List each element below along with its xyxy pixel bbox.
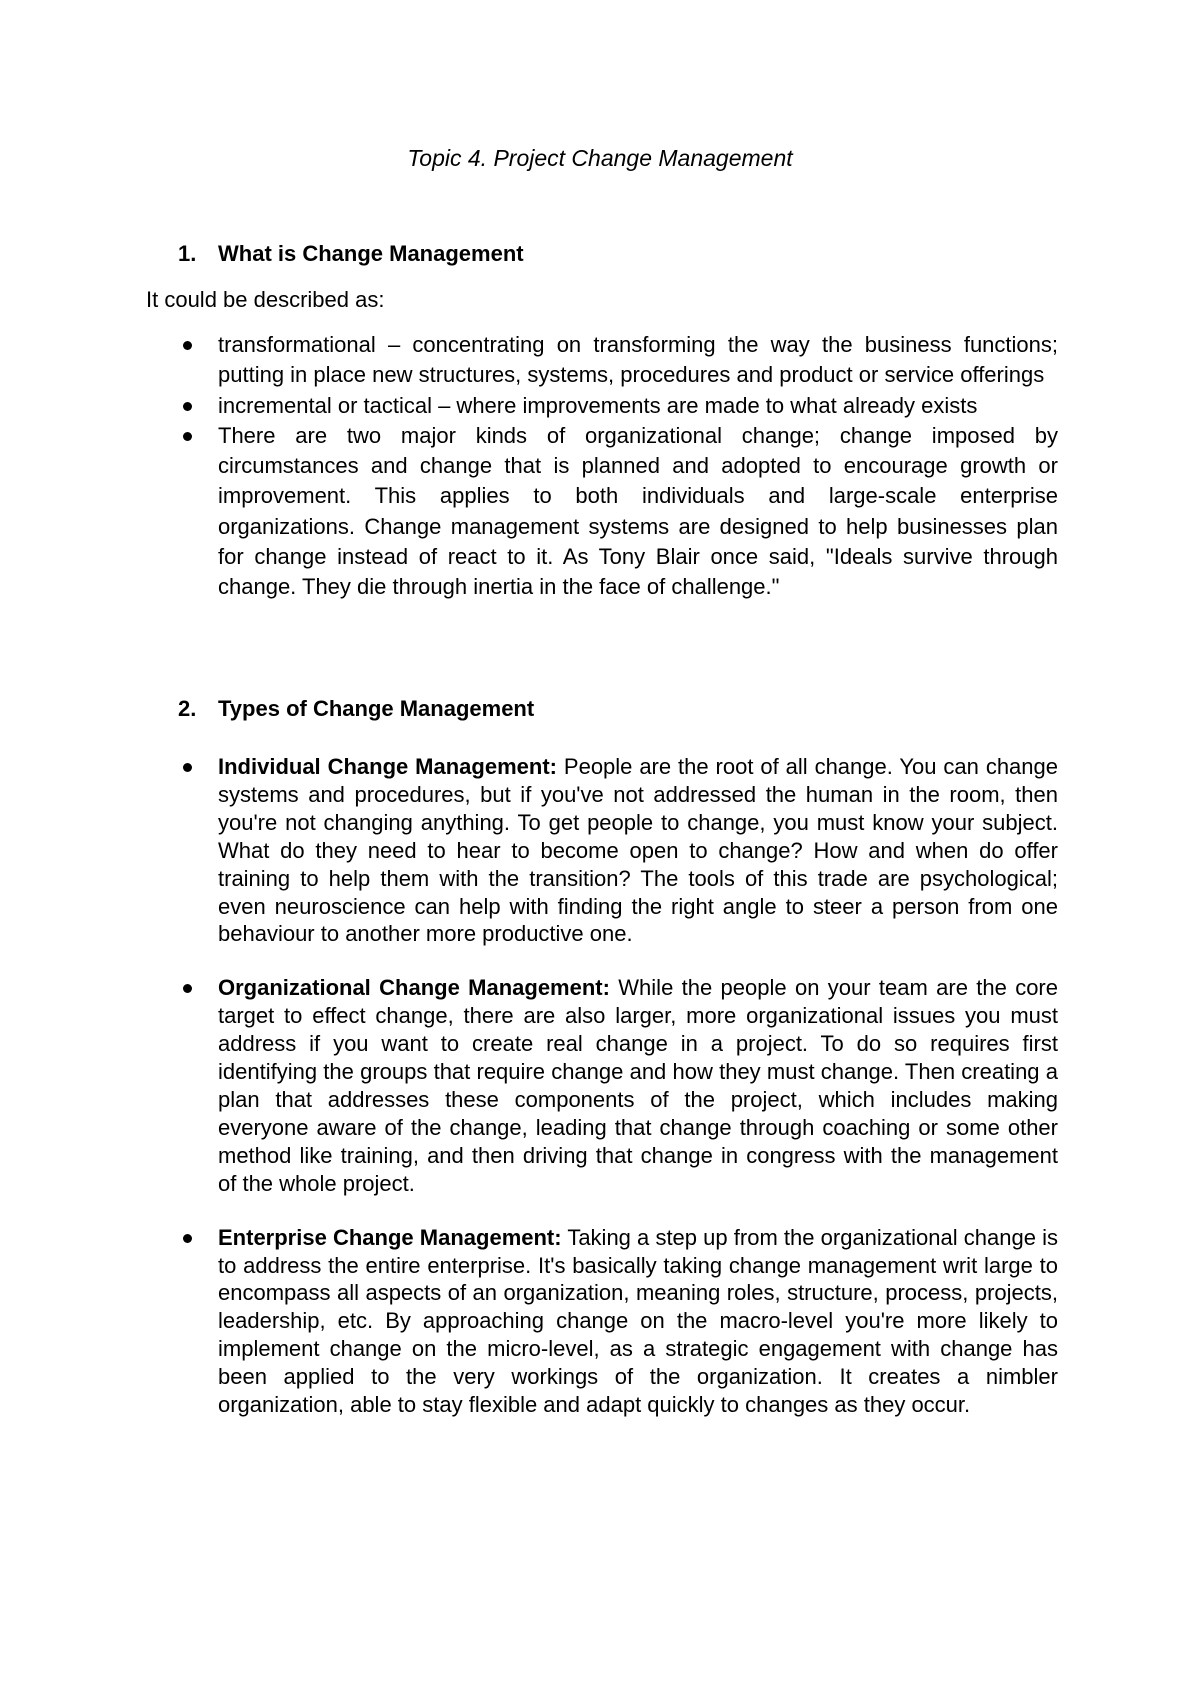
list-item-text: There are two major kinds of organizational change; change imposed by circumstances and change that is planned and adopted to encourage growth or improvement. This applies to both individuals and large-scale enterprise organizations. Change management systems are designed to help businesses plan for change instead of react to it. As Tony Blair once said, "Ideals survive through change. They die through inertia in the face of challenge." bbox=[218, 422, 1058, 600]
list-item-term: Individual Change Management: bbox=[218, 754, 557, 779]
section-1-intro: It could be described as: bbox=[146, 287, 385, 312]
list-item bbox=[0, 421, 1058, 603]
bullet-icon bbox=[183, 763, 192, 772]
list-item bbox=[0, 1224, 1058, 1419]
list-item-term: Enterprise Change Management: bbox=[218, 1224, 562, 1250]
list-item-text: While the people on your team are the core target to effect change, there are also larger, more organizational issues you must address if you want to create real change in a project. To do so requires first identifying the groups that require change and how they must change. Then creating a plan that addresses these components of the project, which includes making everyone aware of the change, leading that change through coaching or some other method like training, and then driving that change in congress with the management of the whole project. bbox=[218, 975, 1058, 1196]
section-2-bullet-list bbox=[0, 753, 1200, 1445]
list-item-term: Organizational Change Management: bbox=[218, 975, 610, 1001]
section-2-number: 2. bbox=[178, 696, 197, 721]
bullet-icon bbox=[183, 1234, 192, 1243]
list-item bbox=[0, 974, 1058, 1197]
list-item bbox=[0, 753, 1058, 948]
section-1-number: 1. bbox=[178, 241, 197, 266]
list-item bbox=[0, 391, 1058, 421]
bullet-icon bbox=[183, 432, 192, 441]
section-2-heading bbox=[178, 695, 534, 723]
list-item-text: Taking a step up from the organizational change is to address the entire enterprise. It's basically taking change management writ large to encompass all aspects of an organization, meaning roles, structure, process, projects, leadership, etc. By approaching change on the macro-level you're more likely to implement change on the micro-level, as a strategic engagement with change has been applied to the very workings of the organization. It creates a nimbler organization, able to stay flexible and adapt quickly to changes as they occur. bbox=[218, 1224, 1058, 1418]
list-item-text: People are the root of all change. You can change systems and procedures, but if you've not addressed the human in the room, then you're not changing anything. To get people to change, you must know your subject. What do they need to hear to become open to change? How and when do offer training to help them with the transition? The tools of this trade are psychological; even neuroscience can help with finding the right angle to steer a person from one behaviour to another more productive one. bbox=[218, 754, 1058, 947]
list-item-text: transformational – concentrating on transforming the way the business functions; putting in place new structures, systems, procedures and product or service offerings bbox=[218, 332, 1058, 388]
section-1-title: What is Change Management bbox=[218, 241, 524, 266]
section-1-heading bbox=[178, 240, 524, 268]
bullet-icon bbox=[183, 402, 192, 411]
section-1-bullet-list bbox=[0, 330, 1200, 603]
section-2-title: Types of Change Management bbox=[218, 696, 535, 721]
document-title: Topic 4. Project Change Management bbox=[407, 145, 793, 171]
bullet-icon bbox=[183, 984, 192, 993]
list-item-text: incremental or tactical – where improvements are made to what already exists bbox=[218, 392, 978, 418]
bullet-icon bbox=[183, 341, 192, 350]
list-item bbox=[0, 330, 1058, 391]
